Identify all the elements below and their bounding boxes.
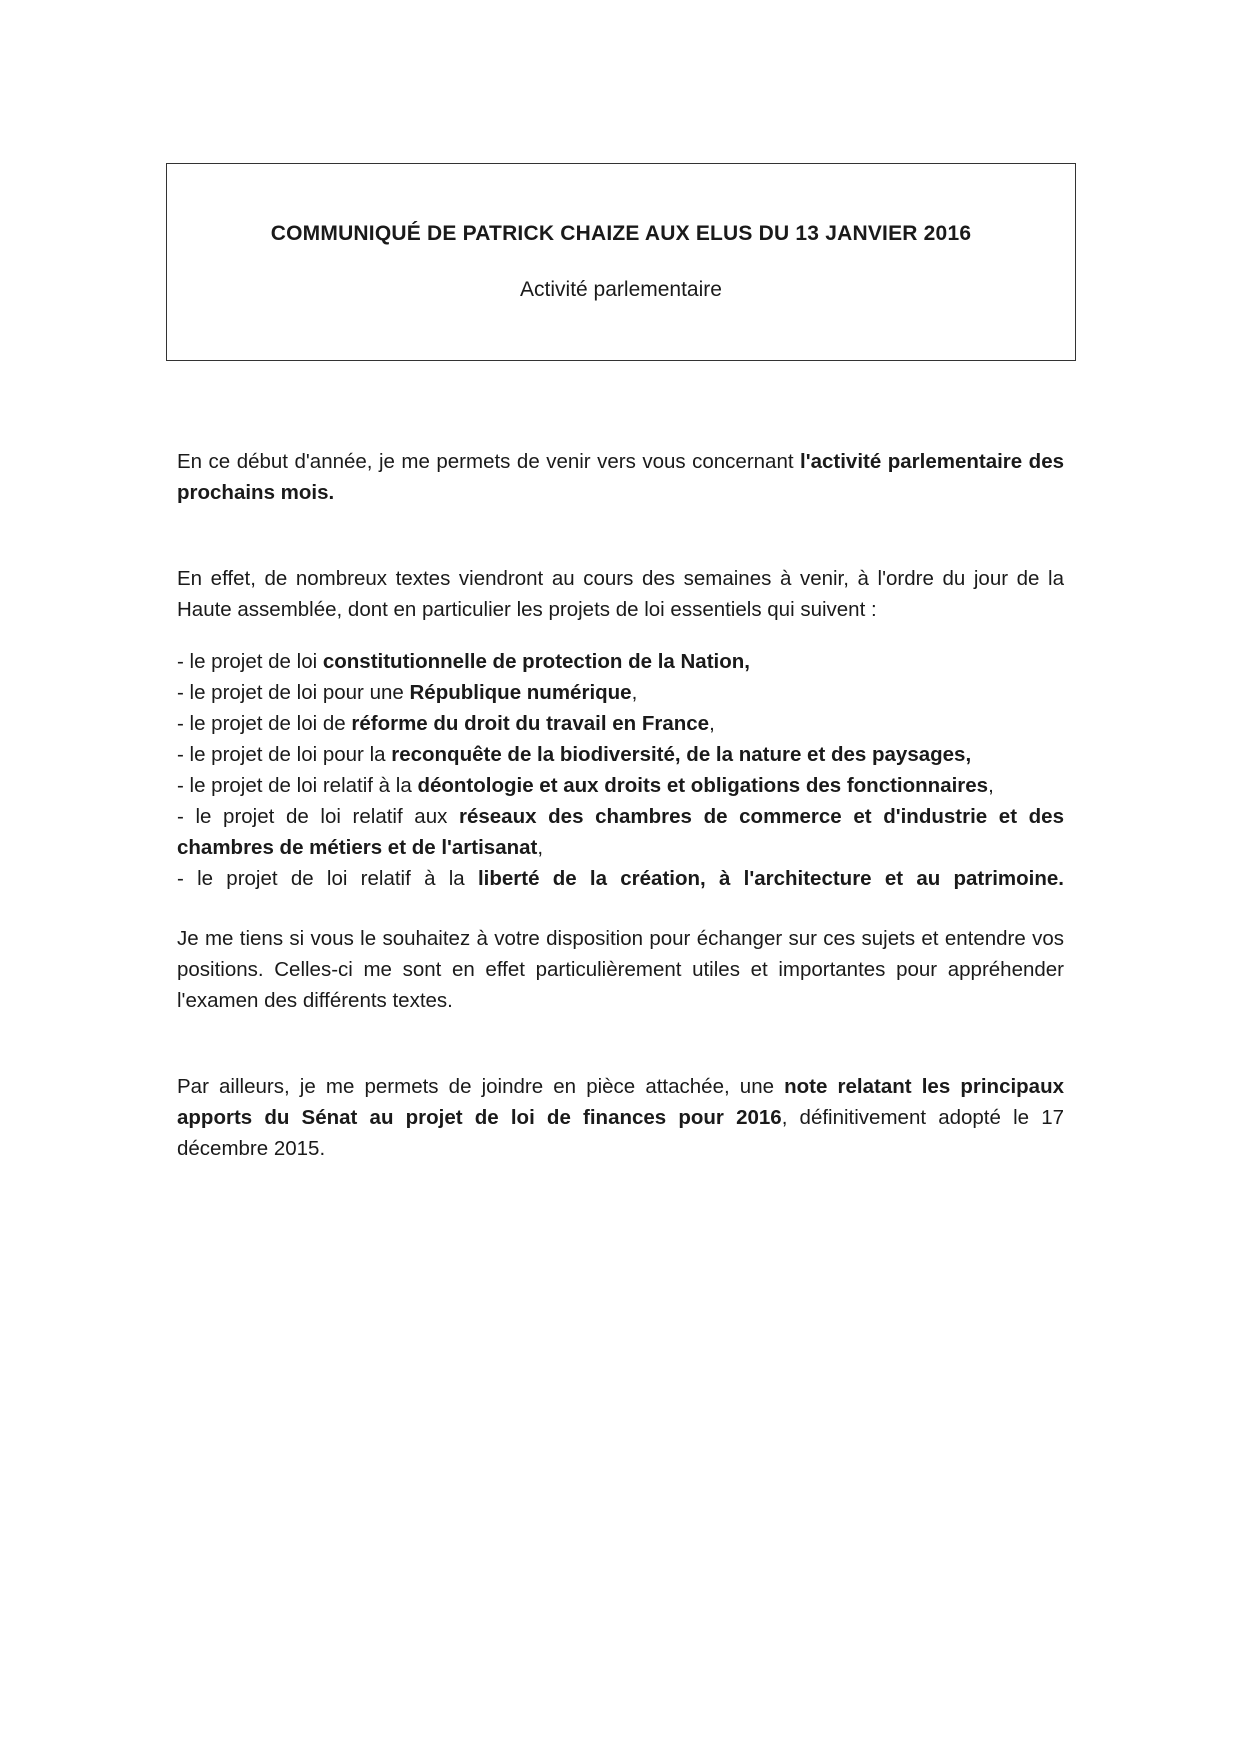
attachment-bold-text: note relatant les principaux apports du Sénat au projet de loi de finances pour 2016 <box>177 1075 1065 1129</box>
attachment-text-after: , définitivement adopté le 17 décembre 2015. <box>177 1106 1065 1160</box>
bill-prefix: - le projet de loi relatif à la <box>177 867 478 890</box>
disposition-paragraph: Je me tiens si vous le souhaitez à votre disposition pour échanger sur ces sujets et entendre vos positions. Celles-ci me sont en effet particulièrement utiles et importantes pour appréhender l'examen des différents textes. <box>177 927 1064 1012</box>
bill-suffix: , <box>537 836 544 859</box>
bill-title: constitutionnelle de protection de la Nation, <box>322 650 750 673</box>
page-title: COMMUNIQUÉ DE PATRICK CHAIZE AUX ELUS DU 13 JANVIER 2016 <box>270 222 972 245</box>
list-item <box>177 739 1064 770</box>
list-item <box>177 646 1064 677</box>
list-item <box>177 708 1064 739</box>
bill-prefix: - le projet de loi <box>177 650 323 673</box>
bill-prefix: - le projet de loi pour la <box>177 743 392 766</box>
bill-list <box>177 646 1064 894</box>
bill-prefix: - le projet de loi de <box>177 712 352 735</box>
header-box <box>166 163 1076 361</box>
list-item <box>177 863 1064 894</box>
bill-suffix: , <box>631 681 638 704</box>
intro-paragraph <box>177 446 1064 508</box>
list-item <box>177 677 1064 708</box>
bill-prefix: - le projet de loi relatif aux <box>177 805 459 828</box>
bill-suffix: , <box>709 712 715 735</box>
intro-text: En ce début d'année, je me permets de venir vers vous concernant <box>177 450 801 473</box>
bill-prefix: - le projet de loi pour une <box>177 681 410 704</box>
bill-prefix: - le projet de loi relatif à la <box>177 774 418 797</box>
bill-title: déontologie et aux droits et obligations des fonctionnaires <box>417 774 989 797</box>
bill-title: réseaux des chambres de commerce et d'industrie et des chambres de métiers et de l'artisanat <box>177 805 1064 859</box>
attachment-paragraph <box>177 1071 1064 1164</box>
bill-suffix: , <box>988 774 994 797</box>
bill-title: reconquête de la biodiversité, de la nature et des paysages, <box>391 743 972 766</box>
bill-title: République numérique <box>409 681 632 704</box>
attachment-text-before: Par ailleurs, je me permets de joindre en pièce attachée, une <box>177 1075 785 1098</box>
page-subtitle: Activité parlementaire <box>520 278 722 301</box>
list-item <box>177 801 1064 863</box>
bill-title: liberté de la création, à l'architecture et au patrimoine. <box>477 867 1064 890</box>
effet-paragraph: En effet, de nombreux textes viendront au cours des semaines à venir, à l'ordre du jour de la Haute assemblée, dont en particulier les projets de loi essentiels qui suivent : <box>177 567 1064 621</box>
intro-bold-text: l'activité parlementaire des prochains mois. <box>177 450 1064 504</box>
bill-title: réforme du droit du travail en France <box>351 712 710 735</box>
list-item <box>177 770 1064 801</box>
